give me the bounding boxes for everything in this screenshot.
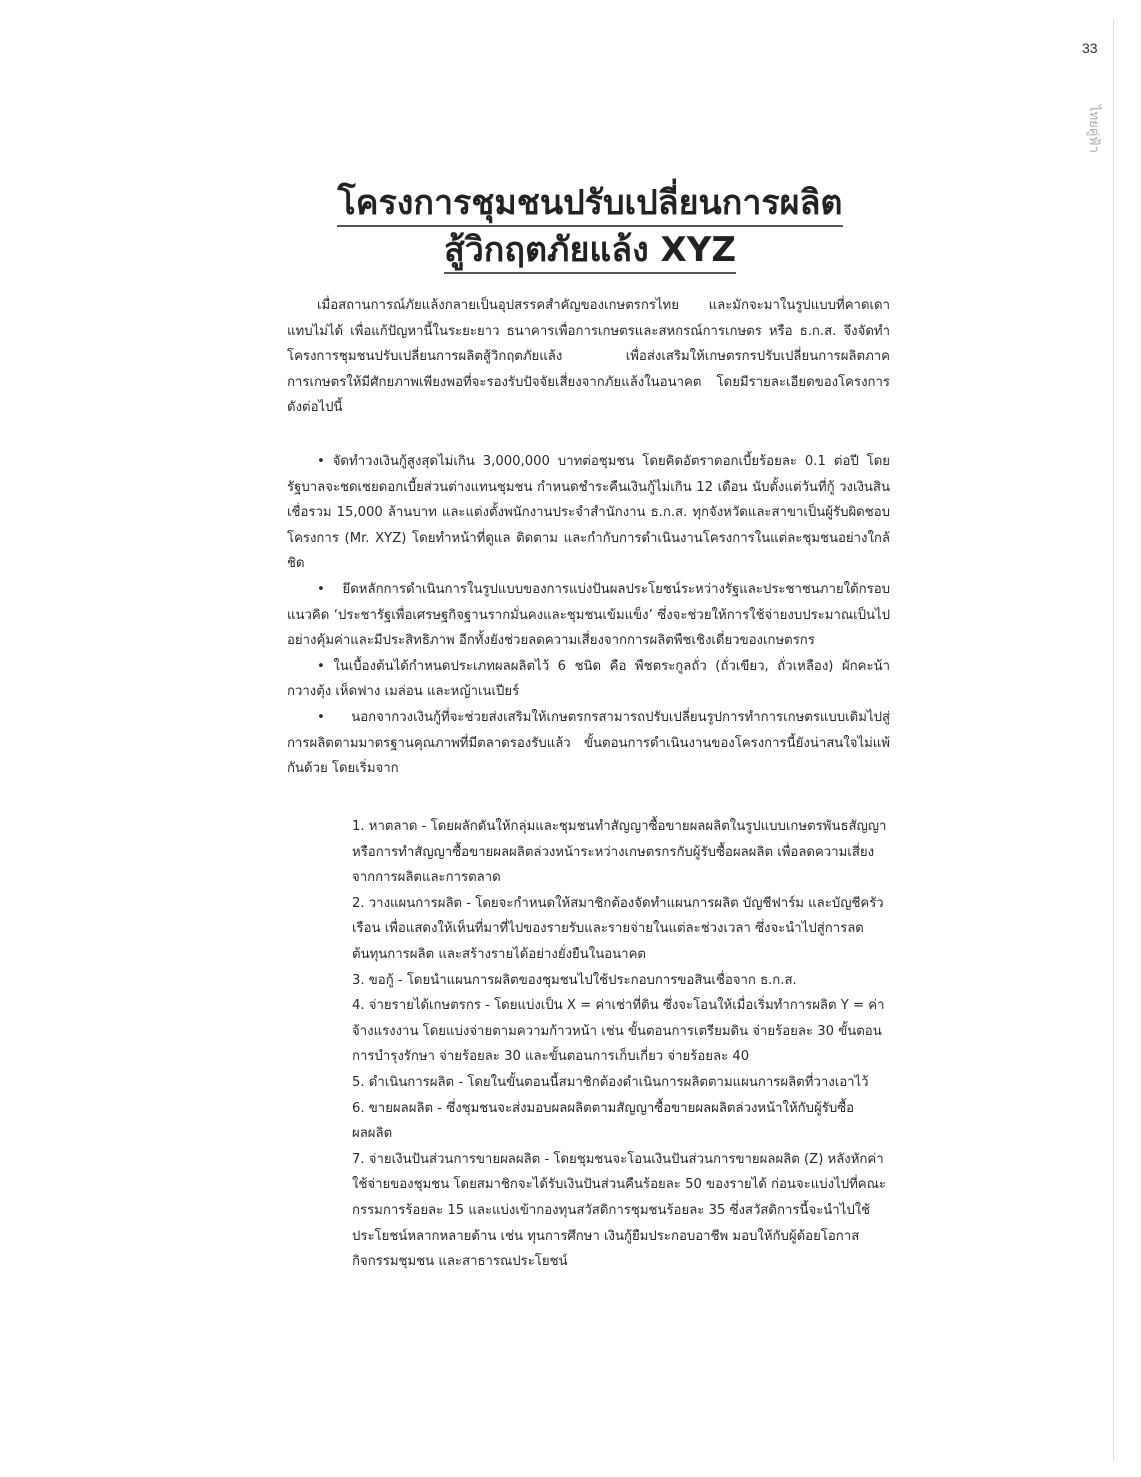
steps-list [352,814,890,1275]
bullet-item: • ในเบื้องต้นได้กำหนดประเภทผลผลิตไว้ 6 ชนิด คือ พืชตระกูลถั่ว (ถั่วเขียว, ถั่วเหลือง) ผักคะน้า กวางตุ้ง เห็ดฟาง เมล่อน และหญ้าเนเปียร์ [287,658,890,700]
bullet-item: • จัดทำวงเงินกู้สูงสุดไม่เกิน 3,000,000 บาทต่อชุมชน โดยคิดอัตราดอกเบี้ยร้อยละ 0.1 ต่อปี โดยรัฐบาลจะชดเชยดอกเบี้ยส่วนต่างแทนชุมชน กำหนดชำระคืนเงินกู้ไม่เกิน 12 เดือน นับตั้งแต่วันที่กู้ วงเงินสินเชื่อรวม 15,000 ล้านบาท และแต่งตั้งพนักงานประจำสำนักงาน ธ.ก.ส. ทุกจังหวัดและสาขาเป็นผู้รับผิดชอบโครงการ (Mr. XYZ) โดยทำหน้าที่ดูแล ติดตาม และกำกับการดำเนินงานโครงการในแต่ละชุมชนอย่างใกล้ชิด [287,454,890,572]
step-item: 5. ดำเนินการผลิต - โดยในขั้นตอนนี้สมาชิกต้องดำเนินการผลิตตามแผนการผลิตที่วางเอาไว้ [352,1074,869,1090]
bullet-item: • นอกจากวงเงินกู้ที่จะช่วยส่งเสริมให้เกษตรกรสามารถปรับเปลี่ยนรูปการทำการเกษตรแบบเดิมไปสู่การผลิตตามมาตรฐานคุณภาพที่มีตลาดรองรับแล้ว ขั้นตอนการดำเนินงานของโครงการนี้ยังน่าสนใจไม่แพ้กันด้วย โดยเริ่มจาก [287,709,890,777]
step-item: 2. วางแผนการผลิต - โดยจะกำหนดให้สมาชิกต้องจัดทำแผนการผลิต บัญชีฟาร์ม และบัญชีครัวเรือน เพื่อแสดงให้เห็นที่มาที่ไปของรายรับและรายจ่ายในแต่ละช่วงเวลา ซึ่งจะนำไปสู่การลดต้นทุนการผลิต และสร้างรายได้อย่างยั่งยืนในอนาคต [352,895,884,962]
section-side-label: ไทยคู่ฟ้า [1086,105,1101,153]
step-item: 7. จ่ายเงินปันส่วนการขายผลผลิต - โดยชุมชนจะโอนเงินปันส่วนการขายผลผลิต (Z) หลังหักค่าใช้จ่ายของชุมชน โดยสมาชิกจะได้รับเงินปันส่วนคืนร้อยละ 50 ของรายได้ ก่อนจะแบ่งไปที่คณะกรรมการร้อยละ 15 และแบ่งเข้ากองทุนสวัสดิการชุมชนร้อยละ 35 ซึ่งสวัสดิการนี้จะนำไปใช้ประโยชน์หลากหลายด้าน เช่น ทุนการศึกษา เงินกู้ยืมประกอบอาชีพ มอบให้กับผู้ด้อยโอกาส กิจกรรมชุมชน และสาธารณประโยชน์ [352,1151,886,1270]
step-item: 4. จ่ายรายได้เกษตรกร - โดยแบ่งเป็น X = ค่าเช่าที่ดิน ซึ่งจะโอนให้เมื่อเริ่มทำการผลิต Y = ค่าจ้างแรงงาน โดยแบ่งจ่ายตามความก้าวหน้า เช่น ขั้นตอนการเตรียมดิน จ่ายร้อยละ 30 ขั้นตอนการบำรุงรักษา จ่ายร้อยละ 30 และขั้นตอนการเก็บเกี่ยว จ่ายร้อยละ 40 [352,998,885,1065]
step-item: 6. ขายผลผลิต - ซึ่งชุมชนจะส่งมอบผลผลิตตามสัญญาซื้อขายผลผลิตล่วงหน้าให้กับผู้รับซื้อผลผลิต [352,1100,855,1142]
step-item: 3. ขอกู้ - โดยนำแผนการผลิตของชุมชนไปใช้ประกอบการขอสินเชื่อจาก ธ.ก.ส. [352,972,797,988]
side-divider [1113,20,1114,1460]
title-line-1: โครงการชุมชนปรับเปลี่ยนการผลิต [337,181,842,227]
intro-paragraph: เมื่อสถานการณ์ภัยแล้งกลายเป็นอุปสรรคสำคัญของเกษตรกรไทย และมักจะมาในรูปแบบที่คาดเดาแทบไม่ได้ เพื่อแก้ปัญหานี้ในระยะยาว ธนาคารเพื่อการเกษตรและสหกรณ์การเกษตร หรือ ธ.ก.ส. จึงจัดทำโครงการชุมชนปรับเปลี่ยนการผลิตสู้วิกฤตภัยแล้ง เพื่อส่งเสริมให้เกษตรกรปรับเปลี่ยนการผลิตภาคการเกษตรให้มีศักยภาพเพียงพอที่จะรองรับปัจจัยเสี่ยงจากภัยแล้งในอนาคต โดยมีรายละเอียดของโครงการดังต่อไปนี้ [287,298,890,416]
bullet-item: • ยึดหลักการดำเนินการในรูปแบบของการแบ่งปันผลประโยชน์ระหว่างรัฐและประชาชนภายใต้กรอบแนวคิด ‘ประชารัฐเพื่อเศรษฐกิจฐานรากมั่นคงและชุมชนเข้มแข็ง’ ซึ่งจะช่วยให้การใช้จ่ายงบประมาณเป็นไปอย่างคุ้มค่าและมีประสิทธิภาพ อีกทั้งยังช่วยลดความเสี่ยงจากการผลิตพืชเชิงเดี่ยวของเกษตรกร [287,581,890,649]
bullet-list [287,449,890,782]
article-title [280,180,900,274]
page-number: 33 [1082,40,1098,56]
intro-section [287,293,890,421]
step-item: 1. หาตลาด - โดยผลักดันให้กลุ่มและชุมชนทำสัญญาซื้อขายผลผลิตในรูปแบบเกษตรพันธสัญญา หรือการทำสัญญาซื้อขายผลผลิตล่วงหน้าระหว่างเกษตรกรกับผู้รับซื้อผลผลิต เพื่อลดความเสี่ยงจากการผลิตและการตลาด [352,819,887,886]
title-line-2: สู้วิกฤตภัยแล้ง XYZ [444,228,736,274]
